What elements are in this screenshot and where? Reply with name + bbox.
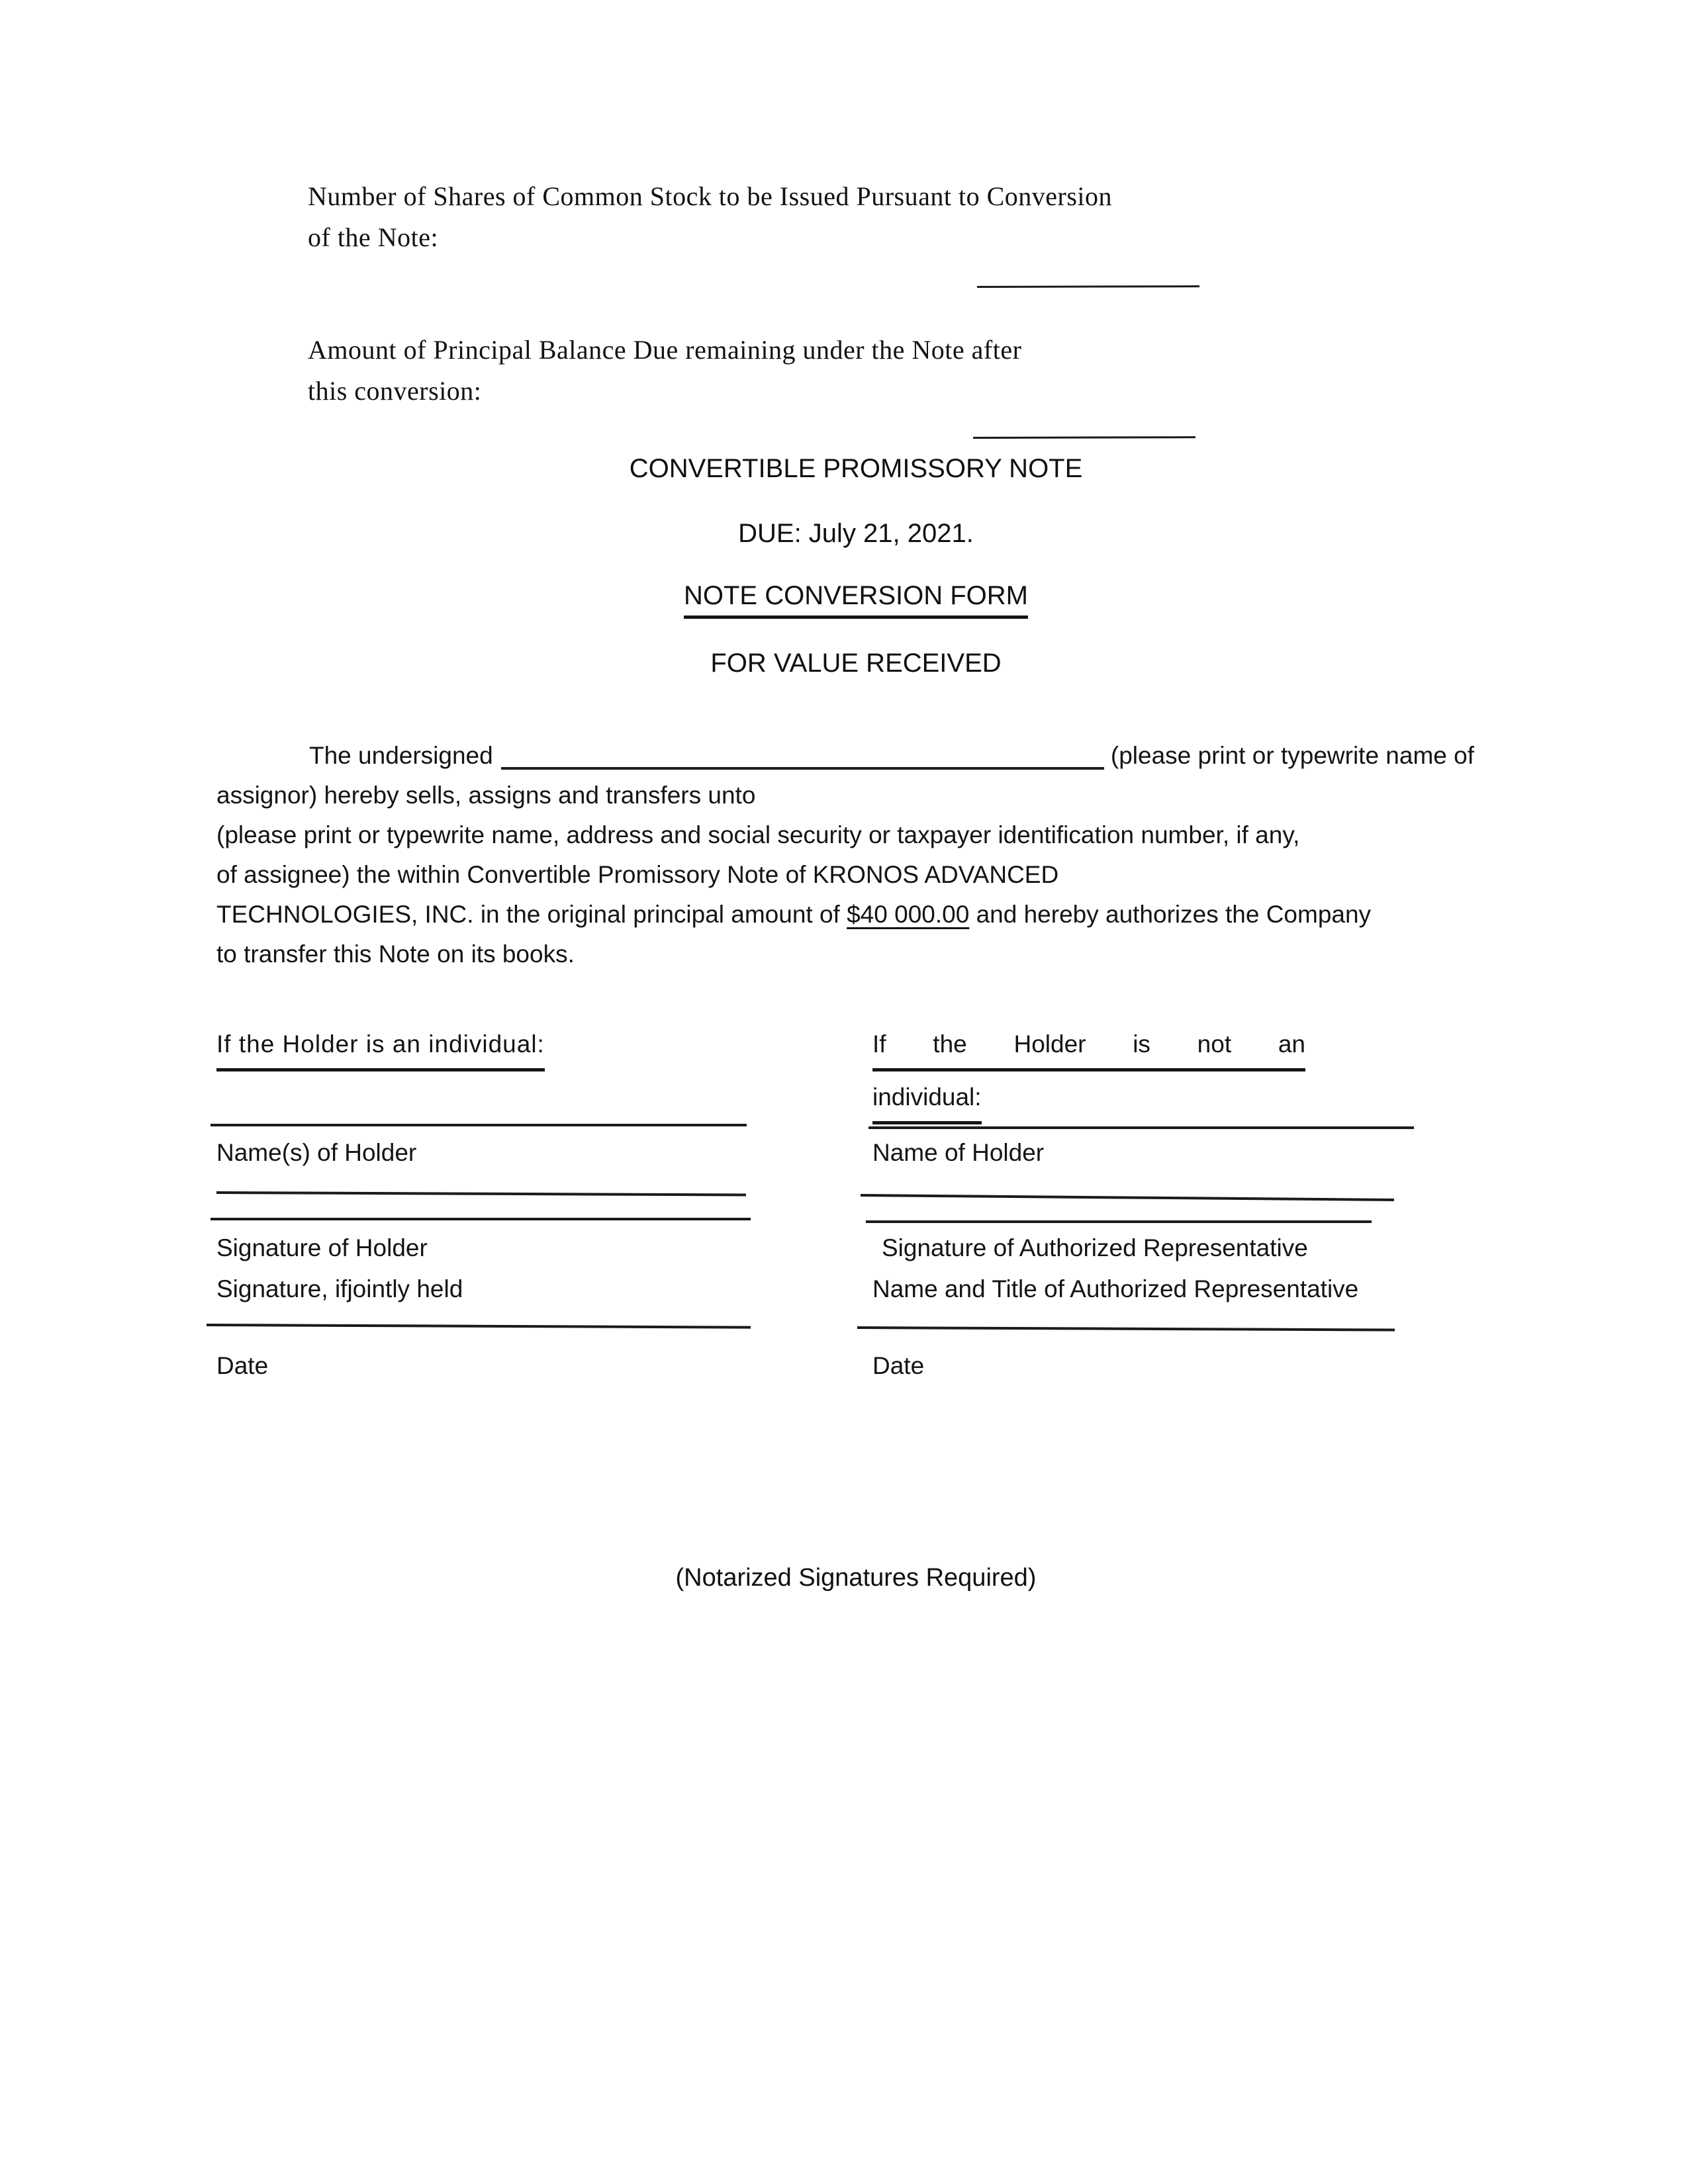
principal-balance-label bbox=[308, 330, 1021, 412]
principal-amount-post: and hereby authorizes the Company bbox=[969, 901, 1372, 928]
undersigned-text: The undersigned bbox=[309, 742, 493, 769]
shares-issued-label-line1: Number of Shares of Common Stock to be Issued Pursuant to Conversion bbox=[308, 181, 1112, 211]
principal-balance-fill-line bbox=[973, 436, 1196, 439]
holder-name-signature-line-right bbox=[868, 1126, 1414, 1129]
notarized-signatures-note: (Notarized Signatures Required) bbox=[675, 1564, 1037, 1592]
date-label-left: Date bbox=[216, 1352, 269, 1379]
representative-signature-line-2 bbox=[866, 1220, 1372, 1223]
shares-issued-label-line2: of the Note: bbox=[308, 222, 439, 252]
shares-issued-fill-line bbox=[977, 285, 1199, 288]
paragraph-line-6: to transfer this Note on its books. bbox=[216, 940, 575, 968]
principal-balance-label-line2: this conversion: bbox=[308, 376, 482, 406]
holder-signature-line-left-2 bbox=[211, 1218, 751, 1220]
representative-signature-label: Signature of Authorized Representative bbox=[882, 1234, 1308, 1261]
holder-entity-heading-line1: If the Holder is not an bbox=[872, 1024, 1305, 1071]
paragraph-line-1 bbox=[216, 736, 1474, 776]
note-title: CONVERTIBLE PROMISSORY NOTE bbox=[629, 454, 1083, 483]
value-received-heading: FOR VALUE RECEIVED bbox=[710, 649, 1002, 678]
holder-entity-heading-line2 bbox=[872, 1077, 982, 1124]
assignor-hint-text: (please print or typewrite name of bbox=[1110, 742, 1474, 769]
date-label-right: Date bbox=[872, 1352, 925, 1379]
assignor-name-fill-line bbox=[501, 767, 1104, 770]
holder-entity-heading-line2-text: individual: bbox=[872, 1077, 982, 1124]
representative-signature-line-1 bbox=[861, 1194, 1394, 1201]
shares-issued-label bbox=[308, 176, 1112, 258]
due-date-line: DUE: July 21, 2021. bbox=[738, 519, 974, 548]
paragraph-line-5 bbox=[216, 895, 1474, 934]
form-title bbox=[0, 580, 1688, 619]
date-line-left bbox=[207, 1324, 751, 1329]
principal-balance-label-line1: Amount of Principal Balance Due remaining under the Note after bbox=[308, 335, 1022, 365]
date-line-right bbox=[857, 1326, 1395, 1332]
paragraph-line-3: (please print or typewrite name, address and social security or taxpayer identification number, if any, bbox=[216, 821, 1300, 848]
representative-name-title-label: Name and Title of Authorized Representative bbox=[872, 1275, 1359, 1302]
holder-individual-heading-text: If the Holder is an individual: bbox=[216, 1024, 545, 1071]
paragraph-line-4: of assignee) the within Convertible Promissory Note of KRONOS ADVANCED bbox=[216, 861, 1059, 888]
joint-signature-label: Signature, ifjointly held bbox=[216, 1275, 463, 1302]
form-title-text: NOTE CONVERSION FORM bbox=[684, 580, 1028, 619]
assignment-paragraph bbox=[216, 736, 1474, 974]
holder-individual-heading bbox=[216, 1024, 545, 1071]
holder-name-signature-line-left bbox=[211, 1124, 747, 1126]
paragraph-line-2: assignor) hereby sells, assigns and transfers unto bbox=[216, 782, 756, 809]
principal-amount-value: $40 000.00 bbox=[847, 901, 970, 928]
holder-signature-line-left-1 bbox=[216, 1191, 746, 1196]
signature-of-holder-label: Signature of Holder bbox=[216, 1234, 428, 1261]
holder-name-label-left: Name(s) of Holder bbox=[216, 1139, 417, 1166]
principal-amount-pre: TECHNOLOGIES, INC. in the original principal amount of bbox=[216, 901, 847, 928]
holder-name-label-right: Name of Holder bbox=[872, 1139, 1045, 1166]
